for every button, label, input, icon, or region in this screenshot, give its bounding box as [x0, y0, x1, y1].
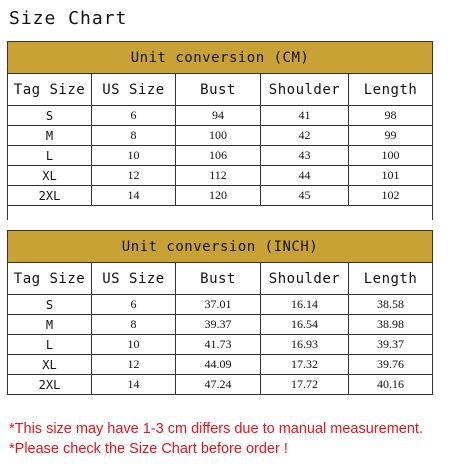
inch-cell-shoulder: 16.14: [261, 295, 349, 315]
cm-cell-shoulder: 43: [261, 146, 349, 166]
inch-cell-us-size: 10: [92, 335, 176, 355]
cm-header-row: [8, 74, 433, 106]
cm-table-row: [8, 186, 433, 206]
inch-cell-bust: 47.24: [176, 375, 261, 395]
cm-cell-length: 102: [349, 186, 433, 206]
cm-table-row: [8, 106, 433, 126]
cm-table-spacer: [8, 206, 433, 221]
cm-table-row: [8, 146, 433, 166]
inch-header-row: [8, 263, 433, 295]
header-tag-size: Tag Size: [8, 263, 92, 295]
inch-cell-tag-size: 2XL: [8, 375, 92, 395]
cm-cell-us-size: 12: [92, 166, 176, 186]
cm-cell-length: 101: [349, 166, 433, 186]
inch-cell-bust: 39.37: [176, 315, 261, 335]
cm-cell-tag-size: 2XL: [8, 186, 92, 206]
inch-table-caption: Unit conversion (INCH): [8, 231, 433, 263]
inch-table-body: [8, 295, 433, 395]
inch-caption-row: [8, 231, 433, 263]
cm-cell-bust: 106: [176, 146, 261, 166]
cm-table-caption: Unit conversion (CM): [8, 42, 433, 74]
inch-cell-us-size: 12: [92, 355, 176, 375]
inch-cell-us-size: 8: [92, 315, 176, 335]
header-shoulder: Shoulder: [261, 263, 349, 295]
header-shoulder: Shoulder: [261, 74, 349, 106]
header-length: Length: [349, 74, 433, 106]
header-us-size: US Size: [92, 263, 176, 295]
inch-cell-bust: 41.73: [176, 335, 261, 355]
cm-cell-tag-size: XL: [8, 166, 92, 186]
cm-caption-row: [8, 42, 433, 74]
inch-table-row: [8, 335, 433, 355]
cm-cell-bust: 100: [176, 126, 261, 146]
cm-table-body: [8, 106, 433, 206]
inch-cell-us-size: 6: [92, 295, 176, 315]
inch-cell-length: 38.58: [349, 295, 433, 315]
inch-cell-tag-size: XL: [8, 355, 92, 375]
cm-cell-bust: 112: [176, 166, 261, 186]
header-tag-size: Tag Size: [8, 74, 92, 106]
cm-cell-length: 100: [349, 146, 433, 166]
cm-cell-tag-size: M: [8, 126, 92, 146]
inch-cell-bust: 37.01: [176, 295, 261, 315]
inch-size-table: [7, 230, 433, 395]
cm-cell-shoulder: 44: [261, 166, 349, 186]
check-chart-note: *Please check the Size Chart before order !: [9, 441, 288, 457]
cm-cell-us-size: 8: [92, 126, 176, 146]
inch-cell-shoulder: 16.93: [261, 335, 349, 355]
cm-table-row: [8, 166, 433, 186]
inch-cell-length: 39.76: [349, 355, 433, 375]
cm-size-table: [7, 41, 433, 220]
header-bust: Bust: [176, 74, 261, 106]
inch-cell-shoulder: 16.54: [261, 315, 349, 335]
page-title: Size Chart: [9, 8, 128, 29]
cm-cell-length: 99: [349, 126, 433, 146]
inch-table-row: [8, 295, 433, 315]
cm-cell-shoulder: 41: [261, 106, 349, 126]
cm-cell-tag-size: L: [8, 146, 92, 166]
inch-cell-tag-size: M: [8, 315, 92, 335]
cm-cell-length: 98: [349, 106, 433, 126]
header-us-size: US Size: [92, 74, 176, 106]
inch-table-row: [8, 315, 433, 335]
inch-cell-shoulder: 17.72: [261, 375, 349, 395]
inch-cell-length: 39.37: [349, 335, 433, 355]
cm-cell-bust: 94: [176, 106, 261, 126]
inch-cell-bust: 44.09: [176, 355, 261, 375]
cm-cell-shoulder: 45: [261, 186, 349, 206]
inch-table-row: [8, 355, 433, 375]
cm-cell-us-size: 10: [92, 146, 176, 166]
inch-cell-tag-size: L: [8, 335, 92, 355]
inch-cell-shoulder: 17.32: [261, 355, 349, 375]
cm-table-row: [8, 126, 433, 146]
cm-cell-us-size: 14: [92, 186, 176, 206]
inch-cell-length: 38.98: [349, 315, 433, 335]
header-length: Length: [349, 263, 433, 295]
cm-cell-shoulder: 42: [261, 126, 349, 146]
cm-cell-us-size: 6: [92, 106, 176, 126]
inch-cell-length: 40.16: [349, 375, 433, 395]
inch-table-row: [8, 375, 433, 395]
cm-cell-tag-size: S: [8, 106, 92, 126]
measurement-note: *This size may have 1-3 cm differs due to manual measurement.: [9, 421, 423, 437]
header-bust: Bust: [176, 263, 261, 295]
inch-cell-tag-size: S: [8, 295, 92, 315]
inch-cell-us-size: 14: [92, 375, 176, 395]
cm-cell-bust: 120: [176, 186, 261, 206]
